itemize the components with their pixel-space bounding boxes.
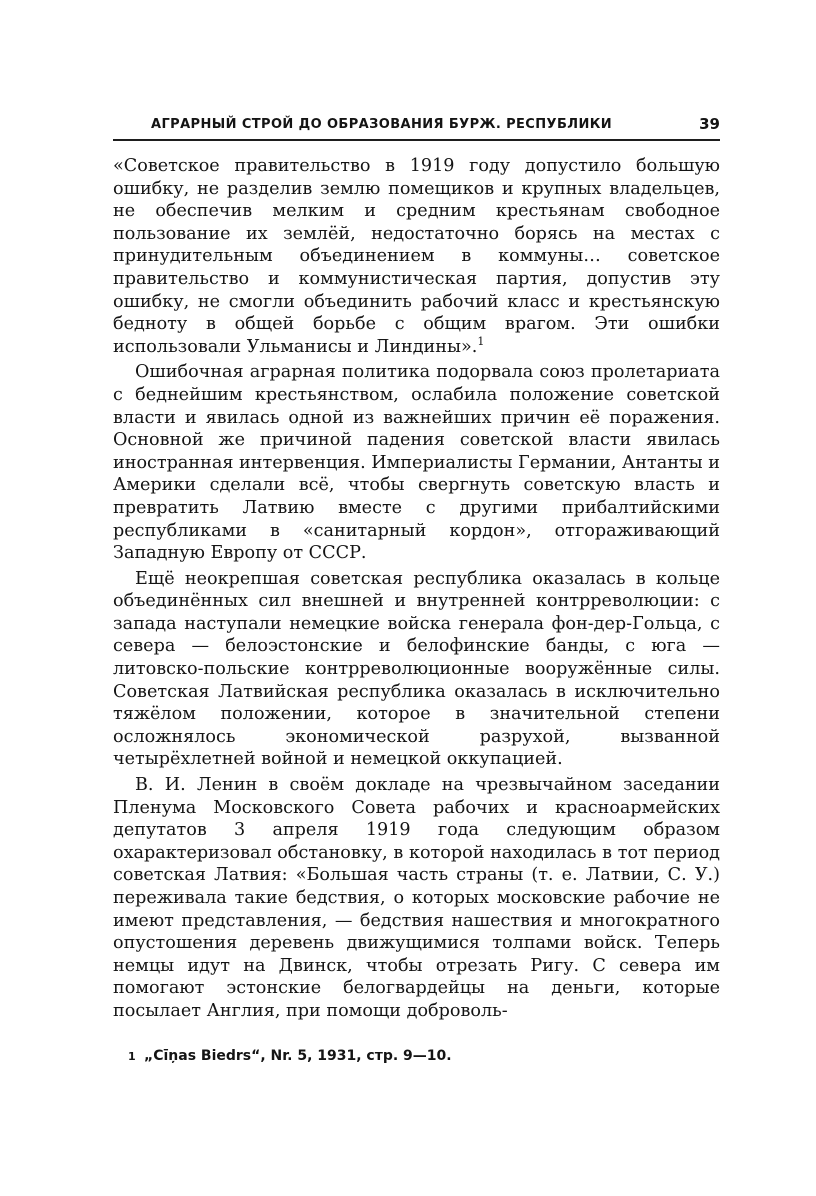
paragraph-text: Ошибочная аграрная политика подорвала союз пролетариата с беднейшим крестьянством, ослабила положение советской власти и явилась одной из важнейших причин её поражения. Основной же причиной падения советской власти явилась иностранная интервенция. Империалисты Германии, Антанты и Америки сделали всё, чтобы свергнуть советскую власть и превратить Латвию вместе с другими прибалтийскими республиками в «санитарный кордон», отгораживающий Западную Европу от СССР. [113,362,720,564]
paragraph-text: В. И. Ленин в своём докладе на чрезвычайном заседании Пленума Московского Совета рабочих и красноармейских депутатов 3 апреля 1919 года следующим образом охарактеризовал обстановку, в которой находилась в тот период советская Латвия: «Большая часть страны (т. е. Латвии, С. У.) переживала такие бедствия, о которых московские рабочие не имеют представления, — бедствия нашествия и многократного опустошения деревень движущимися толпами войск. Теперь немцы идут на Двинск, чтобы отрезать Ригу. С севера им помогают эстонские белогвардейцы на деньги, которые посылает Англия, при помощи доброволь- [113,775,720,1021]
paragraph-text: «Советское правительство в 1919 году допустило большую ошибку, не разделив землю помещиков и крупных владельцев, не обеспечив мелким и средним крестьянам свободное пользование их землёй, недостаточно борясь на местах с принудительным объединением в коммуны… советское правительство и коммунистическая партия, допустив эту ошибку, не смогли объединить рабочий класс и крестьянскую бедноту в общей борьбе с общим врагом. Эти ошибки использовали Ульманисы и Линдины». [113,156,720,357]
paragraph-text: Ещё неокрепшая советская республика оказалась в кольце объединённых сил внешней и внутренней контрреволюции: с запада наступали немецкие войска генерала фон-дер-Гольца, с севера — белоэстонские и белофинские банды, с юга — литовско-польские контрреволюционные вооружённые силы. Советская Латвийская республика оказалась в исключительно тяжёлом положении, которое в значительной степени осложнялось экономической разрухой, вызванной четырёхлетней войной и немецкой оккупацией. [113,568,720,770]
paragraph-agrarian-policy [113,361,720,564]
footnote-text: „Cīņas Biedrs“, Nr. 5, 1931, стр. 9—10. [144,1048,452,1064]
footnote-mark: 1 [128,1050,136,1063]
paragraph-intervention [113,568,720,771]
running-title: АГРАРНЫЙ СТРОЙ ДО ОБРАЗОВАНИЯ БУРЖ. РЕСПУБЛИКИ [151,117,613,132]
footnote-reference: 1 [477,334,485,348]
paragraph-lenin-report [113,774,720,1023]
paragraph-quote-latvian-party [113,155,720,358]
body-text [113,155,720,1026]
page-number: 39 [699,115,720,133]
footnote [128,1048,720,1064]
running-header [113,113,720,141]
